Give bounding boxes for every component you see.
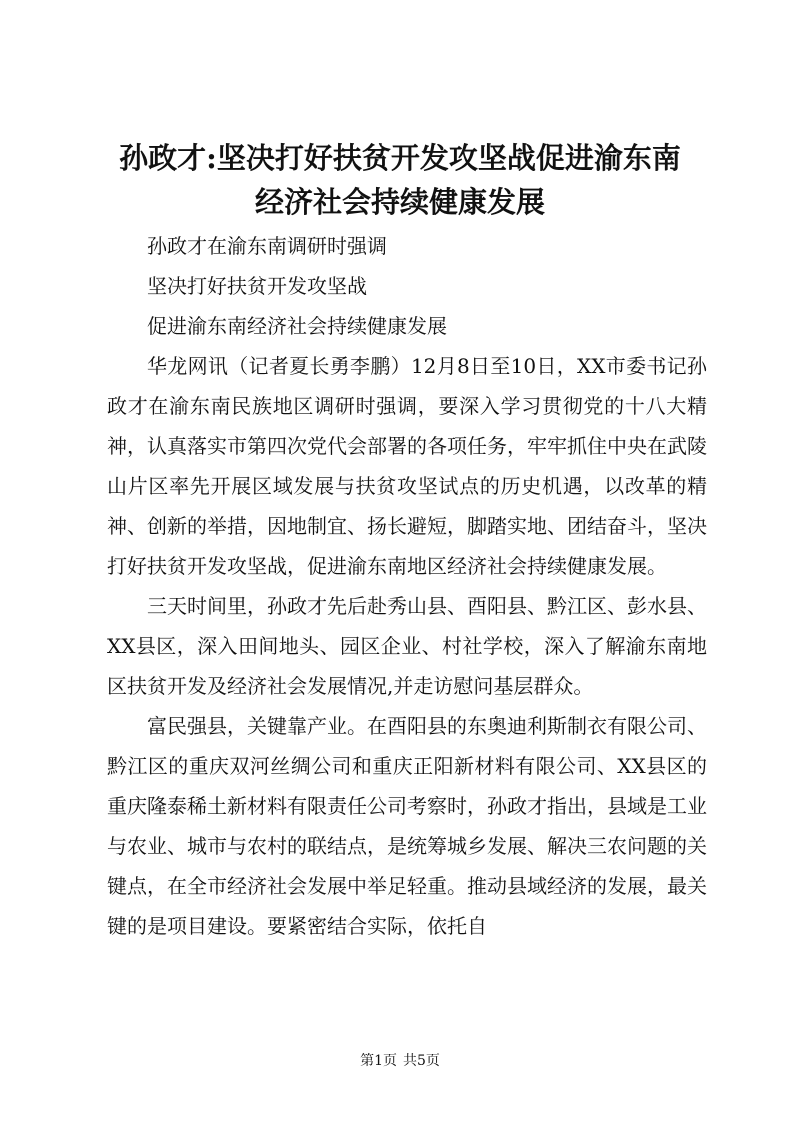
- paragraph-industry: 富民强县，关键靠产业。在酉阳县的东奥迪利斯制衣有限公司、黔江区的重庆双河丝绸公司和重庆正阳新材料有限公司、XX县区的重庆隆泰稀土新材料有限责任公司考察时，孙政才指出，县域是工业与农业、城市与农村的联结点，是统筹城乡发展、解决三农问题的关键点，在全市经济社会发展中举足轻重。推动县域经济的发展，最关键的是项目建设。要紧密结合实际，依托自: [107, 714, 707, 938]
- paragraph-subheading-2: 坚决打好扶贫开发攻坚战: [147, 274, 367, 298]
- title-line-2: 经济社会持续健康发展: [254, 185, 545, 219]
- paragraph-subheading-1: 孙政才在渝东南调研时强调: [147, 234, 387, 258]
- paragraph-subheading-3: 促进渝东南经济社会持续健康发展: [147, 314, 447, 338]
- title-line-1: 孙政才:坚决打好扶贫开发攻坚战促进渝东南: [119, 141, 681, 175]
- page-total: 共5页: [403, 1053, 440, 1069]
- page-number: 第1页: [360, 1053, 397, 1069]
- paragraph-news-lead: 华龙网讯（记者夏长勇李鹏）12月8日至10日，XX市委书记孙政才在渝东南民族地区调研时强调，要深入学习贯彻党的十八大精神，认真落实市第四次党代会部署的各项任务，牢牢抓住中央在武陵山片区率先开展区域发展与扶贫攻坚试点的历史机遇，以改革的精神、创新的举措，因地制宜、扬长避短，脚踏实地、团结奋斗，坚决打好扶贫开发攻坚战，促进渝东南地区经济社会持续健康发展。: [107, 354, 707, 578]
- paragraph-itinerary: 三天时间里，孙政才先后赴秀山县、酉阳县、黔江区、彭水县、XX县区，深入田间地头、园区企业、村社学校，深入了解渝东南地区扶贫开发及经济社会发展情况,并走访慰问基层群众。: [107, 594, 707, 698]
- document-body: [107, 226, 707, 946]
- document-title: [100, 136, 700, 224]
- page-footer: [0, 1051, 800, 1071]
